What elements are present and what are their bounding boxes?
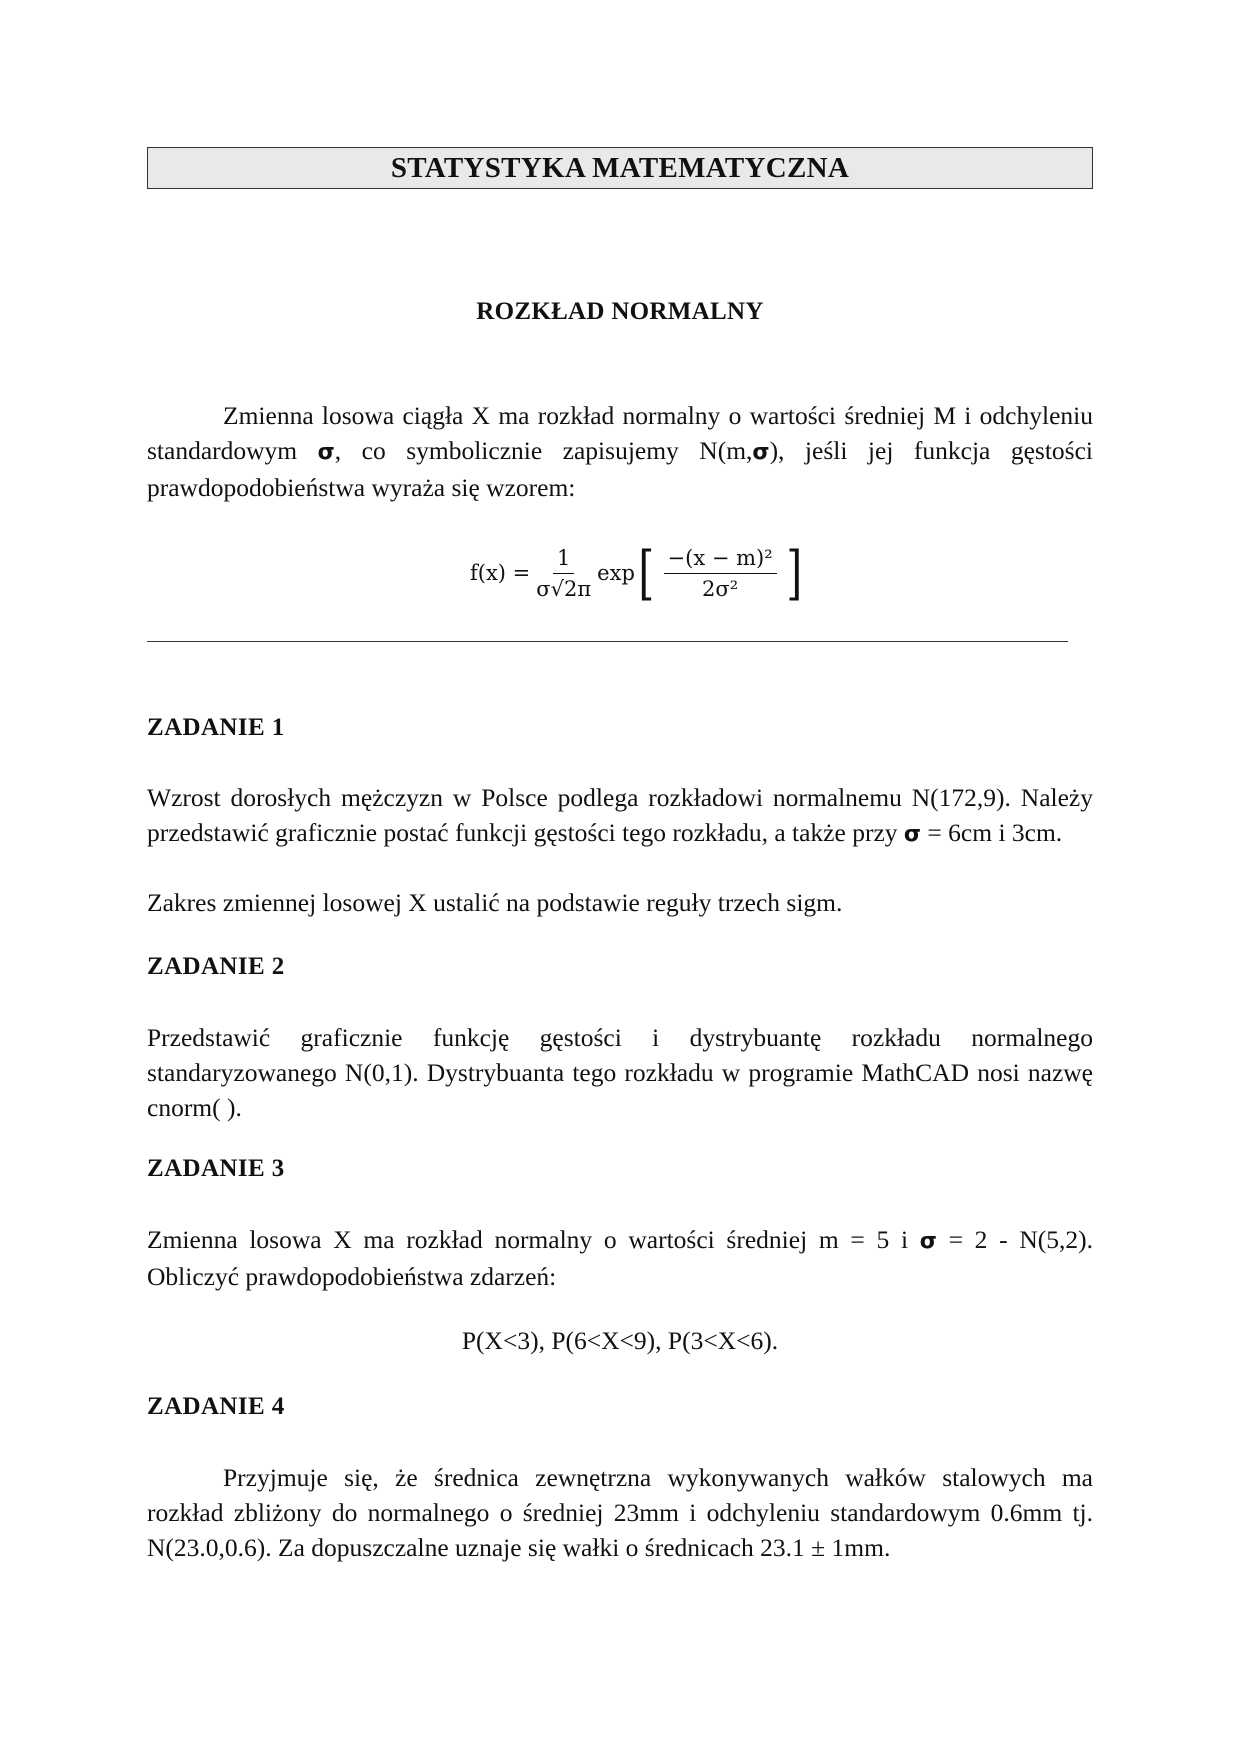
title-box [147,147,1093,189]
intro-text-1: Zmienna losowa ciągła X ma rozkład normalny o wartości średniej M i odchyleniu standardowym [147,401,1093,465]
task-2-heading: ZADANIE 2 [147,953,285,980]
task-3-text-b: = 2 - N(5,2). Obliczyć prawdopodobieństwa zdarzeń: [147,1225,1093,1291]
task-1-text-b: = 6cm i 3cm. [921,818,1063,847]
task-3-events: P(X<3), P(6<X<9), P(3<X<6). [461,1326,779,1355]
left-bracket: [ [638,539,655,607]
formula-exponent [664,546,777,601]
formula-coefficient [536,546,591,601]
sigma-symbol: σ [317,440,335,465]
right-bracket: ] [786,539,802,607]
document-title: STATYSTYKA MATEMATYCZNA [390,151,850,184]
intro-text-2: , co symbolicznie zapisujemy N(m, [334,436,753,465]
sigma-symbol: σ [919,1229,937,1254]
task-1-note: Zakres zmiennej losowej X ustalić na podstawie reguły trzech sigm. [147,888,843,917]
formula-lhs: f(x) = [470,561,531,585]
task-2-text: Przedstawić graficznie funkcję gęstości i dystrybuantę rozkładu normalnego standaryzowanego N(0,1). Dystrybuanta tego rozkładu w programie MathCAD nosi nazwę cnorm( ). [147,1023,1093,1122]
sigma-symbol: σ [903,822,922,847]
task-4-text: Przyjmuje się, że średnica zewnętrzna wykonywanych wałków stalowych ma rozkład zbliżony do normalnego o średniej 23mm i odchyleniu standardowym 0.6mm tj. N(23.0,0.6). Za dopuszczalne uznaje się wałki o średnicach 23.1 ± 1mm. [147,1463,1093,1562]
intro-text-3: ), jeśli jej funkcja gęstości prawdopodobieństwa wyraża się wzorem: [147,436,1094,502]
density-formula [470,538,805,608]
task-1-text-a: Wzrost dorosłych mężczyzn w Polsce podlega rozkładowi normalnemu N(172,9). Należy przedstawić graficznie postać funkcji gęstości tego rozkładu, a także przy [147,783,1093,847]
formula-numerator: 1 [553,546,574,574]
task-1-text [147,780,1093,852]
exponent-numerator: −(x − m)² [664,546,777,574]
horizontal-divider [147,641,1068,642]
task-3-text-a: Zmienna losowa X ma rozkład normalny o wartości średniej m = 5 i [147,1225,920,1254]
task-4-heading: ZADANIE 4 [147,1393,285,1420]
formula-denominator: σ√2π [536,576,592,601]
intro-paragraph [147,398,1093,505]
section-title: ROZKŁAD NORMALNY [476,298,764,325]
task-1-heading: ZADANIE 1 [147,714,285,741]
exponent-denominator: 2σ² [702,576,739,601]
formula-exp: exp [597,561,635,585]
task-3-heading: ZADANIE 3 [147,1155,285,1182]
task-3-text [147,1222,1093,1294]
sigma-symbol: σ [752,440,770,465]
